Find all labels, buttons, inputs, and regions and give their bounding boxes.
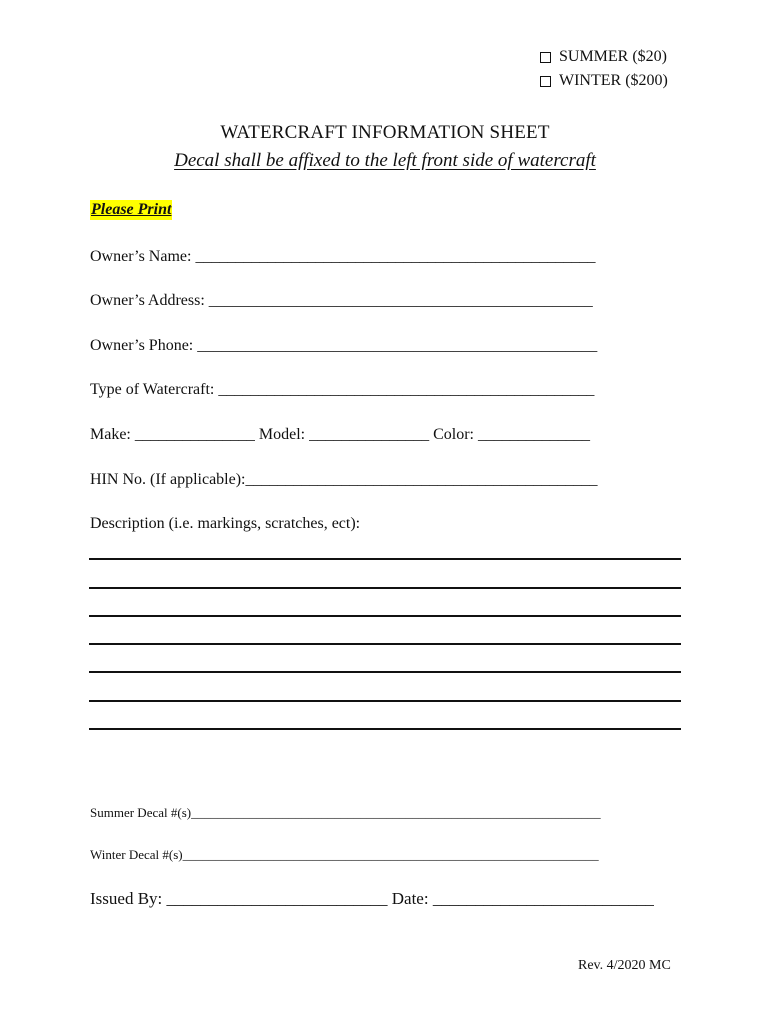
description-line[interactable] bbox=[89, 728, 681, 730]
description-line[interactable] bbox=[89, 587, 681, 589]
hin-field[interactable]: HIN No. (If applicable):____________________________________________ bbox=[90, 471, 598, 488]
form-title: WATERCRAFT INFORMATION SHEET bbox=[220, 122, 550, 143]
issued-by-date-field[interactable]: Issued By: __________________________ Date: __________________________ bbox=[90, 889, 654, 908]
revision-note: Rev. 4/2020 MC bbox=[578, 958, 671, 973]
winter-decal-field[interactable]: Winter Decal #(s)________________________________________________________________ bbox=[90, 847, 599, 862]
owner-address-field[interactable]: Owner’s Address: ________________________________________________ bbox=[90, 292, 593, 309]
description-line[interactable] bbox=[89, 643, 681, 645]
summer-checkbox[interactable] bbox=[540, 52, 551, 63]
please-print-note: Please Print bbox=[91, 201, 172, 218]
description-line[interactable] bbox=[89, 615, 681, 617]
winter-option[interactable] bbox=[540, 72, 668, 90]
description-line[interactable] bbox=[89, 558, 681, 560]
form-subtitle: Decal shall be affixed to the left front side of watercraft bbox=[174, 150, 596, 171]
winter-checkbox[interactable] bbox=[540, 76, 551, 87]
summer-decal-field[interactable]: Summer Decal #(s)_______________________________________________________________ bbox=[90, 805, 601, 820]
winter-label: WINTER ($200) bbox=[559, 72, 668, 89]
summer-option[interactable] bbox=[540, 48, 667, 66]
description-line[interactable] bbox=[89, 700, 681, 702]
owner-name-field[interactable]: Owner’s Name: __________________________________________________ bbox=[90, 248, 596, 265]
owner-phone-field[interactable]: Owner’s Phone: __________________________________________________ bbox=[90, 337, 598, 354]
watercraft-type-field[interactable]: Type of Watercraft: _______________________________________________ bbox=[90, 381, 595, 398]
description-label: Description (i.e. markings, scratches, ect): bbox=[90, 515, 361, 532]
summer-label: SUMMER ($20) bbox=[559, 48, 668, 65]
make-model-color-field[interactable]: Make: _______________ Model: _______________ Color: ______________ bbox=[90, 426, 590, 443]
description-line[interactable] bbox=[89, 671, 681, 673]
